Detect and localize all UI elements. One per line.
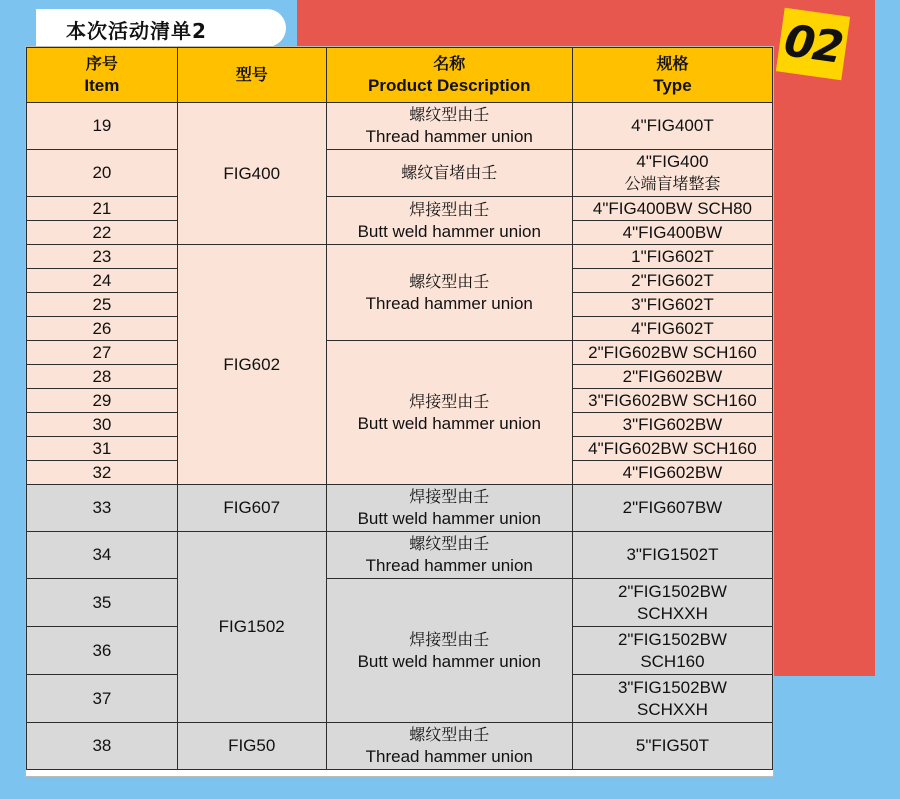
item-number: 33 (27, 485, 178, 532)
header-model: 型号 (177, 48, 326, 103)
description-cell: 焊接型由壬 Butt weld hammer union (326, 579, 572, 723)
type-cell: 2"FIG607BW (572, 485, 772, 532)
item-number: 23 (27, 245, 178, 269)
type-cell: 4"FIG602BW (572, 461, 772, 485)
section-number-badge (776, 8, 850, 81)
type-cell: 4"FIG400BW SCH80 (572, 197, 772, 221)
item-number: 29 (27, 389, 178, 413)
type-cell: 4"FIG400T (572, 103, 772, 150)
model-cell: FIG602 (177, 245, 326, 485)
badge-number: 02 (781, 14, 845, 74)
item-number: 25 (27, 293, 178, 317)
type-cell: 2"FIG602BW (572, 365, 772, 389)
product-list-sheet (26, 47, 773, 776)
description-cell: 螺纹型由壬 Thread hammer union (326, 245, 572, 341)
description-cell: 焊接型由壬 Butt weld hammer union (326, 197, 572, 245)
type-cell: 4"FIG400 公端盲堵整套 (572, 150, 772, 197)
table-row (27, 150, 773, 197)
table-header-row (27, 48, 773, 103)
table-row (27, 579, 773, 627)
type-cell: 3"FIG602BW (572, 413, 772, 437)
type-cell: 3"FIG602BW SCH160 (572, 389, 772, 413)
item-number: 34 (27, 532, 178, 579)
header-description: 名称 Product Description (326, 48, 572, 103)
type-cell: 5"FIG50T (572, 723, 772, 770)
description-cell: 焊接型由壬 Butt weld hammer union (326, 341, 572, 485)
type-cell: 2"FIG602T (572, 269, 772, 293)
model-cell: FIG607 (177, 485, 326, 532)
item-number: 22 (27, 221, 178, 245)
item-number: 26 (27, 317, 178, 341)
table-row (27, 341, 773, 365)
type-cell: 1"FIG602T (572, 245, 772, 269)
item-number: 24 (27, 269, 178, 293)
item-number: 28 (27, 365, 178, 389)
type-cell: 4"FIG602BW SCH160 (572, 437, 772, 461)
table-row (27, 723, 773, 770)
table-row (27, 485, 773, 532)
type-cell: 2"FIG602BW SCH160 (572, 341, 772, 365)
description-cell: 螺纹型由壬 Thread hammer union (326, 532, 572, 579)
page-title: 本次活动清单2 (66, 19, 207, 43)
description-cell: 螺纹型由壬 Thread hammer union (326, 723, 572, 770)
item-number: 20 (27, 150, 178, 197)
description-cell: 螺纹型由壬 Thread hammer union (326, 103, 572, 150)
model-cell: FIG1502 (177, 532, 326, 723)
table-row (27, 245, 773, 269)
type-cell: 3"FIG1502BW SCHXXH (572, 675, 772, 723)
description-cell: 焊接型由壬 Butt weld hammer union (326, 485, 572, 532)
item-number: 36 (27, 627, 178, 675)
item-number: 19 (27, 103, 178, 150)
type-cell: 2"FIG1502BW SCH160 (572, 627, 772, 675)
table-row (27, 532, 773, 579)
item-number: 35 (27, 579, 178, 627)
item-number: 31 (27, 437, 178, 461)
type-cell: 3"FIG602T (572, 293, 772, 317)
item-number: 37 (27, 675, 178, 723)
item-number: 38 (27, 723, 178, 770)
header-type: 规格 Type (572, 48, 772, 103)
model-cell: FIG400 (177, 103, 326, 245)
model-cell: FIG50 (177, 723, 326, 770)
type-cell: 3"FIG1502T (572, 532, 772, 579)
item-number: 32 (27, 461, 178, 485)
description-cell: 螺纹盲堵由壬 (326, 150, 572, 197)
item-number: 21 (27, 197, 178, 221)
type-cell: 4"FIG602T (572, 317, 772, 341)
type-cell: 2"FIG1502BW SCHXXH (572, 579, 772, 627)
item-number: 30 (27, 413, 178, 437)
table-row (27, 103, 773, 150)
header-item: 序号 Item (27, 48, 178, 103)
product-table (26, 47, 773, 770)
table-row (27, 197, 773, 221)
type-cell: 4"FIG400BW (572, 221, 772, 245)
item-number: 27 (27, 341, 178, 365)
title-banner (36, 9, 286, 47)
